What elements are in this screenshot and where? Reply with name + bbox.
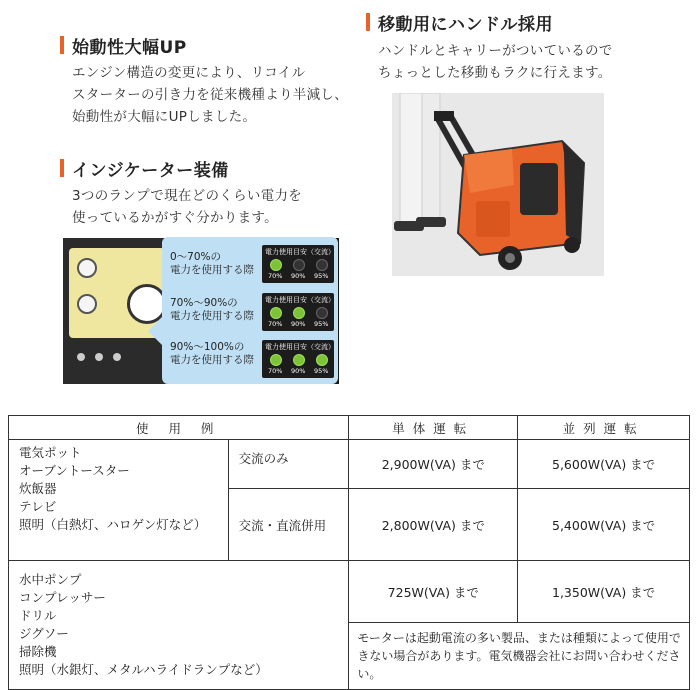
list-item: ドリル bbox=[19, 608, 57, 623]
list-item: 水中ポンプ bbox=[19, 572, 82, 587]
pct-label: 70% bbox=[268, 320, 283, 328]
lamp-icon bbox=[293, 307, 305, 319]
start-title-text: 始動性大幅UP bbox=[72, 38, 187, 58]
usage-desc: 電力を使用する際 bbox=[170, 310, 254, 322]
lamp-icon bbox=[316, 307, 328, 319]
indicator-section-text bbox=[72, 185, 302, 229]
usage-desc: 電力を使用する際 bbox=[170, 264, 254, 276]
text-line: 使っているかがすぐ分かります。 bbox=[72, 210, 278, 226]
indicator-section-title bbox=[72, 156, 229, 181]
outlet-icon bbox=[77, 294, 97, 314]
handle-section-title bbox=[378, 10, 553, 35]
indicator-meter-3 bbox=[262, 340, 334, 378]
meter-title: 電力使用目安（交流） bbox=[265, 248, 335, 256]
title-accent-bar bbox=[60, 159, 64, 177]
list-item: コンプレッサー bbox=[19, 590, 106, 605]
lamp-icon bbox=[95, 353, 103, 361]
outlet-icon bbox=[77, 258, 97, 278]
meter-title: 電力使用目安（交流） bbox=[265, 296, 335, 304]
list-item: ジグソー bbox=[19, 626, 69, 641]
single-cell: 2,800W(VA) まで bbox=[349, 489, 518, 561]
lamp-icon bbox=[77, 353, 85, 361]
handle-section-text bbox=[378, 40, 613, 84]
list-item: 照明（白熱灯、ハロゲン灯など） bbox=[19, 517, 207, 532]
pct-label: 70% bbox=[268, 367, 283, 375]
usage-spec-table bbox=[8, 415, 690, 690]
generator-illustration bbox=[392, 93, 604, 276]
list-item: 照明（水銀灯、メタルハライドランプなど） bbox=[19, 662, 268, 677]
pct-label: 90% bbox=[291, 320, 306, 328]
generator-trolley-photo bbox=[392, 93, 604, 276]
text-line: 始動性が大幅にUPしました。 bbox=[72, 109, 257, 125]
callout-pointer bbox=[148, 317, 162, 345]
usage-range: 90%～100%の bbox=[170, 341, 245, 353]
indicator-meter-1 bbox=[262, 245, 334, 283]
list-item: 掃除機 bbox=[19, 644, 57, 659]
header-usage-example: 使 用 例 bbox=[9, 416, 349, 440]
lamp-icon bbox=[316, 354, 328, 366]
panel-lamp-row bbox=[77, 346, 157, 360]
title-accent-bar bbox=[60, 36, 64, 54]
single-cell: 725W(VA) まで bbox=[349, 561, 518, 623]
appliance-list-1 bbox=[9, 440, 229, 561]
list-item: オーブントースター bbox=[19, 463, 130, 478]
text-line: ちょっとした移動もラクに行えます。 bbox=[378, 65, 612, 81]
motor-note: モーターは起動電流の多い製品、または種類によって使用できない場合があります。電気機器会社にお問い合わせください。 bbox=[349, 623, 690, 690]
pct-label: 95% bbox=[314, 272, 329, 280]
parallel-cell: 5,600W(VA) まで bbox=[518, 440, 690, 489]
list-item: テレビ bbox=[19, 499, 57, 514]
list-item: 電気ポット bbox=[19, 445, 82, 460]
lamp-icon bbox=[270, 307, 282, 319]
pct-label: 95% bbox=[314, 320, 329, 328]
lamp-icon bbox=[293, 354, 305, 366]
title-accent-bar bbox=[366, 13, 370, 31]
mode-cell: 交流・直流併用 bbox=[228, 489, 349, 561]
indicator-title-text: インジケーター装備 bbox=[72, 161, 229, 181]
table-header-row bbox=[9, 416, 690, 440]
text-line: スターターの引き力を従来機種より半減し、 bbox=[72, 87, 348, 103]
pct-label: 90% bbox=[291, 367, 306, 375]
appliance-list-2 bbox=[9, 561, 349, 690]
start-section-title bbox=[72, 33, 187, 58]
table-row bbox=[9, 561, 690, 623]
text-line: エンジン構造の変更により、リコイル bbox=[72, 65, 306, 81]
usage-desc: 電力を使用する際 bbox=[170, 354, 254, 366]
indicator-meter-2 bbox=[262, 293, 334, 331]
text-line: 3つのランプで現在どのくらい電力を bbox=[72, 188, 303, 204]
header-single: 単体運転 bbox=[349, 416, 518, 440]
usage-label-3 bbox=[170, 341, 254, 367]
usage-label-2 bbox=[170, 297, 254, 323]
lamp-icon bbox=[113, 353, 121, 361]
usage-range: 0～70%の bbox=[170, 251, 222, 263]
meter-title: 電力使用目安（交流） bbox=[265, 343, 335, 351]
single-cell: 2,900W(VA) まで bbox=[349, 440, 518, 489]
lamp-icon bbox=[293, 259, 305, 271]
text-line: ハンドルとキャリーがついているので bbox=[378, 43, 613, 59]
header-parallel: 並列運転 bbox=[518, 416, 690, 440]
table-row bbox=[9, 440, 690, 489]
parallel-cell: 1,350W(VA) まで bbox=[518, 561, 690, 623]
panel-face bbox=[63, 238, 173, 384]
pct-label: 95% bbox=[314, 367, 329, 375]
parallel-cell: 5,400W(VA) まで bbox=[518, 489, 690, 561]
lamp-icon bbox=[316, 259, 328, 271]
indicator-callout bbox=[162, 237, 338, 384]
start-section-text bbox=[72, 62, 348, 128]
lamp-icon bbox=[270, 259, 282, 271]
pct-label: 70% bbox=[268, 272, 283, 280]
usage-range: 70%～90%の bbox=[170, 297, 238, 309]
handle-title-text: 移動用にハンドル採用 bbox=[378, 15, 553, 35]
pct-label: 90% bbox=[291, 272, 306, 280]
usage-label-1 bbox=[170, 251, 254, 277]
list-item: 炊飯器 bbox=[19, 481, 57, 496]
lamp-icon bbox=[270, 354, 282, 366]
mode-cell: 交流のみ bbox=[228, 440, 349, 489]
